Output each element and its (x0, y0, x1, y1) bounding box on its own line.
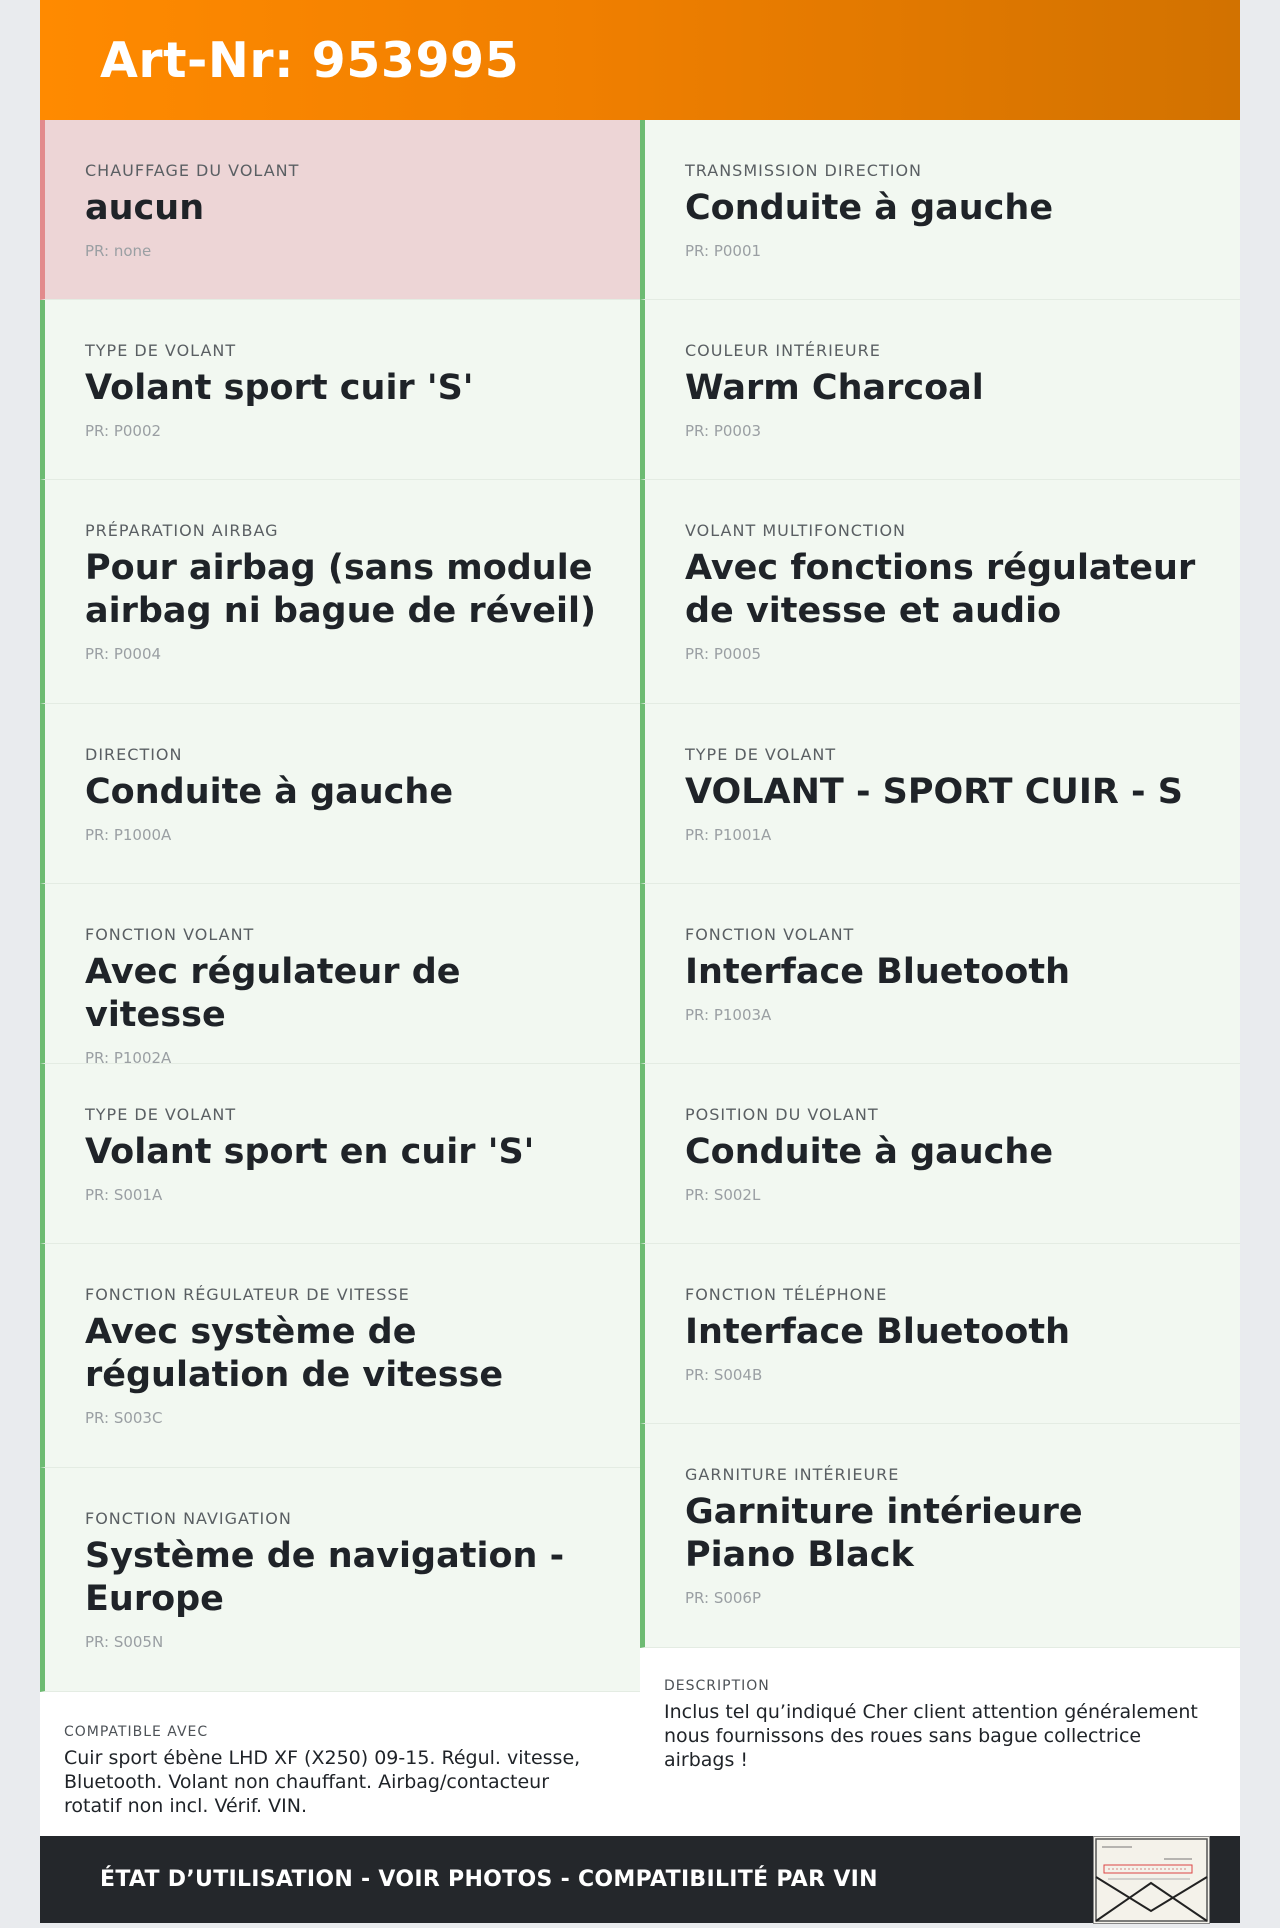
spec-cell-airbag-prep (40, 480, 640, 704)
spec-label: FONCTION TÉLÉPHONE (685, 1285, 888, 1304)
spec-label: FONCTION RÉGULATEUR DE VITESSE (85, 1285, 410, 1304)
article-number-title: Art-Nr: 953995 (100, 31, 520, 89)
spec-column-right (640, 120, 1240, 1836)
spec-cell-steering-type-3 (640, 704, 1240, 884)
compatible-text: Cuir sport ébène LHD XF (X250) 09-15. Régul. vitesse, Bluetooth. Volant non chauffant. Airbag/contacteur rotatif non incl. Vérif. VIN. (64, 1747, 581, 1817)
spec-value: Avec régulateur de vitesse (85, 952, 461, 1035)
spec-label: TYPE DE VOLANT (85, 341, 237, 360)
header-bar (40, 0, 1240, 120)
spec-label: GARNITURE INTÉRIEURE (685, 1465, 900, 1484)
spec-label: DIRECTION (85, 745, 183, 764)
spec-pr-code: PR: P0001 (685, 242, 762, 260)
spec-pr-code: PR: P0004 (85, 645, 162, 663)
spec-cell-phone-function (640, 1244, 1240, 1424)
spec-value: Interface Bluetooth (685, 952, 1070, 992)
compatible-section (40, 1692, 640, 1836)
spec-pr-code: PR: S006P (685, 1589, 762, 1607)
spec-pr-code: PR: P1003A (685, 1006, 772, 1024)
footer-notice: ÉTAT D’UTILISATION - VOIR PHOTOS - COMPATIBILITÉ PAR VIN (100, 1867, 878, 1892)
spec-pr-code: PR: P1001A (685, 826, 772, 844)
spec-value: Conduite à gauche (85, 772, 454, 812)
spec-pr-code: PR: P0003 (685, 422, 762, 440)
spec-value: Conduite à gauche (685, 188, 1054, 228)
spec-pr-code: PR: S004B (685, 1366, 763, 1384)
spec-value: Warm Charcoal (685, 368, 984, 408)
spec-pr-code: PR: P0002 (85, 422, 162, 440)
spec-pr-code: PR: S001A (85, 1186, 163, 1204)
spec-cell-steering-heating (40, 120, 640, 300)
spec-value: Conduite à gauche (685, 1132, 1054, 1172)
spec-value: aucun (85, 188, 205, 228)
footer-bar (40, 1836, 1240, 1923)
spec-value: VOLANT - SPORT CUIR - S (685, 772, 1183, 812)
spec-pr-code: PR: P0005 (685, 645, 762, 663)
envelope-icon (1094, 1837, 1209, 1923)
spec-pr-code: PR: none (85, 242, 152, 260)
spec-value: Avec fonctions régulateur de vitesse et audio (685, 548, 1196, 631)
spec-value: Avec système de régulation de vitesse (85, 1312, 504, 1395)
spec-cell-navigation (40, 1468, 640, 1692)
spec-cell-steering-type (40, 300, 640, 480)
spec-value: Pour airbag (sans module airbag ni bague de réveil) (85, 548, 596, 631)
spec-column-left (40, 120, 640, 1836)
spec-cell-interior-color (640, 300, 1240, 480)
spec-cell-steering-function-2 (640, 884, 1240, 1064)
description-text: Inclus tel qu’indiqué Cher client attention généralement nous fournissons des roues sans bague collectrice airbags ! (664, 1701, 1198, 1771)
description-label: DESCRIPTION (664, 1678, 770, 1694)
spec-label: FONCTION NAVIGATION (85, 1509, 292, 1528)
spec-label: FONCTION VOLANT (685, 925, 855, 944)
spec-cell-steering-position (640, 1064, 1240, 1244)
spec-cell-steering-type-2 (40, 1064, 640, 1244)
spec-label: TRANSMISSION DIRECTION (685, 161, 923, 180)
envelope-thumbnail[interactable] (1093, 1836, 1210, 1924)
spec-pr-code: PR: S005N (85, 1633, 164, 1651)
spec-label: POSITION DU VOLANT (685, 1105, 879, 1124)
spec-cell-multifunction (640, 480, 1240, 704)
description-section (640, 1648, 1240, 1836)
spec-value: Volant sport en cuir 'S' (85, 1132, 535, 1172)
spec-label: CHAUFFAGE DU VOLANT (85, 161, 300, 180)
spec-label: VOLANT MULTIFONCTION (685, 521, 907, 540)
spec-label: PRÉPARATION AIRBAG (85, 521, 279, 540)
spec-label: COULEUR INTÉRIEURE (685, 341, 881, 360)
spec-cell-transmission-direction (640, 120, 1240, 300)
spec-grid (40, 120, 1240, 1836)
spec-cell-interior-trim (640, 1424, 1240, 1648)
spec-value: Interface Bluetooth (685, 1312, 1070, 1352)
spec-pr-code: PR: P1000A (85, 826, 172, 844)
spec-label: FONCTION VOLANT (85, 925, 255, 944)
spec-label: TYPE DE VOLANT (85, 1105, 237, 1124)
spec-value: Système de navigation - Europe (85, 1536, 565, 1619)
product-sheet (40, 0, 1240, 1923)
spec-value: Volant sport cuir 'S' (85, 368, 474, 408)
compatible-label: COMPATIBLE AVEC (64, 1724, 209, 1740)
spec-pr-code: PR: S002L (685, 1186, 761, 1204)
spec-pr-code: PR: S003C (85, 1409, 163, 1427)
spec-label: TYPE DE VOLANT (685, 745, 837, 764)
spec-cell-direction (40, 704, 640, 884)
spec-cell-steering-function (40, 884, 640, 1067)
spec-cell-cruise-control (40, 1244, 640, 1468)
spec-pr-code: PR: P1002A (85, 1049, 172, 1067)
spec-value: Garniture intérieure Piano Black (685, 1492, 1083, 1575)
